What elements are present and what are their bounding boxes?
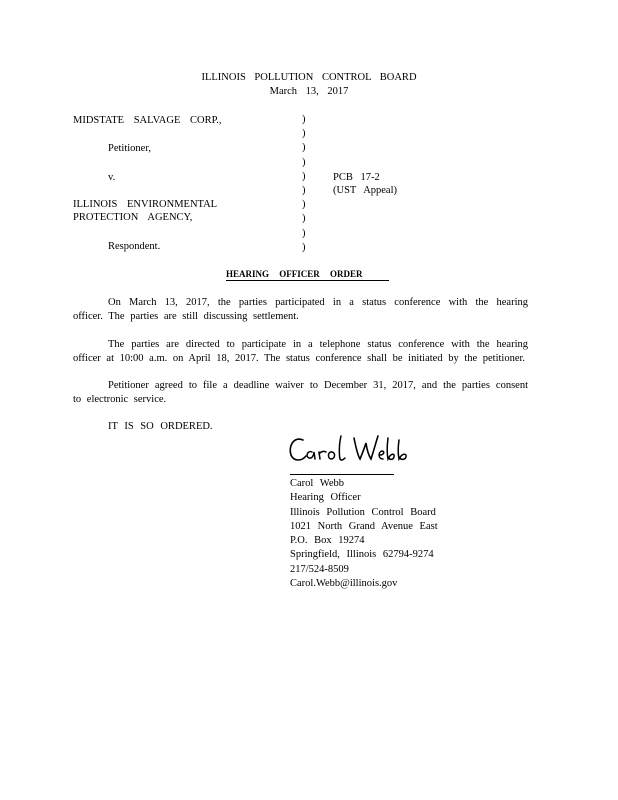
paragraph-1-text: On March 13, 2017, the parties participated in a status conference with the hearing officer. The parties are still discussing settlement. [73,297,528,322]
order-date: March 13, 2017 [269,86,349,97]
case-number: PCB 17-2 [333,172,380,183]
signer-name: Carol Webb [290,478,344,489]
signature-line [290,474,394,475]
signer-email-link[interactable]: Carol.Webb@illinois.gov [290,578,398,590]
paragraph-3-text: Petitioner agreed to file a deadline waiver to December 31, 2017, and the parties consent to electronic service. [73,380,528,405]
paragraph-2 [73,338,528,366]
respondent-name-line1: ILLINOIS ENVIRONMENTAL [73,199,218,210]
paren: ) [302,213,306,225]
paragraph-3 [73,379,528,407]
signer-phone: 217/524-8509 [290,563,349,575]
paren: ) [302,142,306,154]
paren: ) [302,170,306,182]
paren: ) [302,156,306,168]
paren: ) [302,184,306,196]
board-heading: ILLINOIS POLLUTION CONTROL BOARD [201,72,417,83]
signer-address: 1021 North Grand Avenue East [290,520,438,532]
petitioner-name: MIDSTATE SALVAGE CORP., [73,115,222,126]
case-type: (UST Appeal) [333,185,398,196]
caption-parentheses [302,113,306,255]
paragraph-1 [73,296,528,324]
closing-statement: IT IS SO ORDERED. [108,421,213,432]
order-title: HEARING OFFICER ORDER [226,269,389,281]
paren: ) [302,227,306,239]
handwritten-signature [286,428,416,470]
signer-po-box: P.O. Box 19274 [290,535,365,547]
petitioner-role: Petitioner, [108,143,152,154]
signature-block [290,477,438,591]
paren: ) [302,114,306,125]
signer-organization: Illinois Pollution Control Board [290,506,436,518]
respondent-name-line2: PROTECTION AGENCY, [73,212,193,223]
signer-city: Springfield, Illinois 62794-9274 [290,549,434,561]
paragraph-2-text: The parties are directed to participate in a telephone status conference with the hearing officer at 10:00 a.m. on April 18, 2017. The status conference shall be initiated by the petitioner. [73,339,528,364]
signer-title: Hearing Officer [290,492,361,504]
paren: ) [302,128,306,140]
versus-label: v. [108,172,116,183]
respondent-role: Respondent. [108,241,161,252]
paren: ) [302,199,306,211]
paren: ) [302,241,306,253]
